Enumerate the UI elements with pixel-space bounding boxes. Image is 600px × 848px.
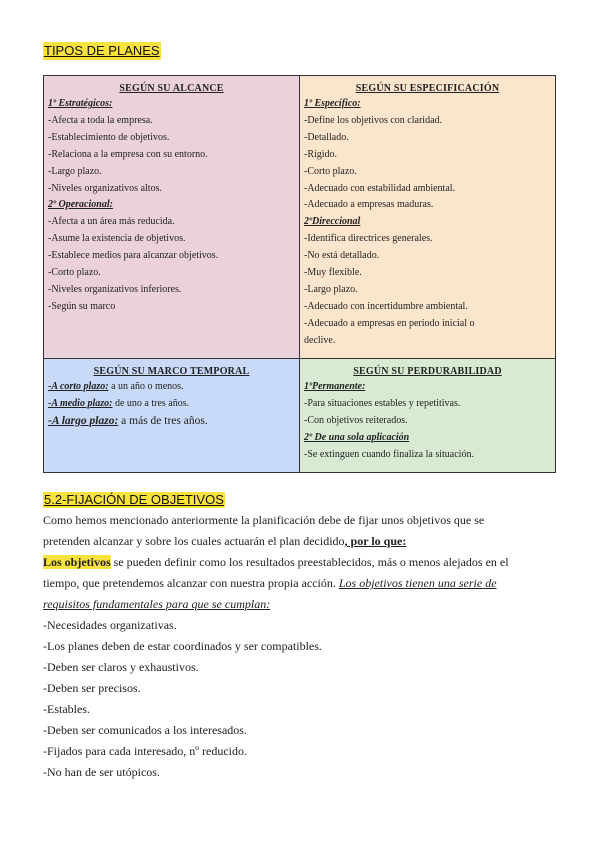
group-label: 2º De una sola aplicación (304, 431, 410, 443)
paragraph-text: tiempo, que pretendemos alcanzar con nuestra propia acción. (43, 576, 339, 590)
paragraph-line (43, 552, 563, 573)
paragraph-line (43, 573, 563, 594)
paragraph-emphasis: Los objetivos tienen una serie de (338, 576, 497, 590)
list-item: -No han de ser utópicos. (43, 765, 160, 779)
paragraph-line (43, 531, 563, 552)
list-item: -Estables. (43, 702, 90, 716)
list-item: -Niveles organizativos altos. (48, 182, 162, 194)
list-item: -Necesidades organizativas. (43, 618, 177, 632)
cell-title: SEGÚN SU ALCANCE (119, 83, 224, 94)
list-item: -Deben ser comunicados a los interesados. (43, 723, 247, 737)
paragraph-line (43, 594, 563, 615)
list-item: -Deben ser claros y exhaustivos. (43, 660, 199, 674)
list-item: -Para situaciones estables y repetitivas. (304, 397, 461, 409)
list-item: -Rígido. (304, 148, 338, 160)
cell-perdurabilidad (300, 359, 556, 473)
list-item: -Largo plazo. (304, 283, 358, 295)
list-item: -No está detallado. (304, 250, 380, 262)
paragraph-text: se pueden definir como los resultados preestablecidos, más o menos alejados en el (110, 555, 509, 569)
group-label: 1º Estratégicos: (48, 98, 113, 109)
cell-alcance (44, 76, 300, 359)
term-label: -A largo plazo: (48, 414, 119, 427)
list-item: -Con objetivos reiterados. (304, 414, 408, 426)
term-text: a más de tres años. (118, 414, 208, 427)
list-item: -Identifica directrices generales. (304, 233, 433, 245)
group-label: 2º Operacional: (48, 199, 113, 211)
cell-title: SEGÚN SU MARCO TEMPORAL (93, 366, 250, 377)
list-item: -Corto plazo. (48, 267, 101, 279)
paragraph-line: Como hemos mencionado anteriormente la planificación debe de fijar unos objetivos que se (43, 513, 485, 527)
list-item: -Establecimiento de objetivos. (48, 131, 170, 143)
group-label: 1º Específico: (304, 98, 361, 109)
list-item: -Define los objetivos con claridad. (304, 114, 443, 126)
cell-title: SEGÚN SU ESPECIFICACIÓN (355, 83, 500, 94)
cell-temporal (44, 359, 300, 473)
list-item: -Establece medios para alcanzar objetivos. (48, 250, 219, 262)
list-item: -Adecuado con estabilidad ambiental. (304, 182, 456, 194)
plan-types-table (43, 75, 556, 473)
group-label: 2ºDireccional (304, 216, 361, 228)
paragraph-text: pretenden alcanzar y sobre los cuales actuarán el plan decidido (43, 534, 345, 548)
term-text: a un año o menos. (108, 381, 184, 392)
section-body (43, 510, 563, 783)
list-item: -Afecta a toda la empresa. (48, 114, 153, 126)
list-item: -Deben ser precisos. (43, 681, 141, 695)
list-item: -Fijados para cada interesado, nº reducido. (43, 744, 247, 758)
list-item: -Corto plazo. (304, 165, 357, 177)
list-item (48, 379, 295, 396)
list-item: -Los planes deben de estar coordinados y ser compatibles. (43, 639, 322, 653)
cell-title: SEGÚN SU PERDURABILIDAD (353, 366, 502, 377)
term-text: de uno a tres años. (112, 397, 190, 409)
list-item: -Relaciona a la empresa con su entorno. (48, 148, 208, 160)
list-item: -Largo plazo. (48, 165, 102, 177)
list-item: declive. (304, 334, 336, 346)
list-item (48, 396, 295, 413)
paragraph-emphasis: requisitos fundamentales para que se cumplan: (43, 597, 271, 611)
section-title: 5.2-FIJACIÓN DE OBJETIVOS (44, 492, 224, 507)
list-item: -Asume la existencia de objetivos. (48, 233, 186, 245)
list-item: -Adecuado a empresas en período inicial o (304, 317, 475, 329)
cell-especificacion (300, 76, 556, 359)
term-label: -A medio plazo: (48, 397, 113, 409)
paragraph-emphasis: , por lo que: (344, 534, 407, 548)
list-item: -Adecuado a empresas maduras. (304, 199, 434, 211)
list-item: -Adecuado con incertidumbre ambiental. (304, 300, 468, 312)
list-item: -Afecta a un área más reducida. (48, 216, 175, 228)
term-label: -A corto plazo: (48, 381, 109, 392)
group-label: 1ºPermanente: (304, 381, 366, 392)
list-item: -Detallado. (304, 131, 349, 143)
list-item: -Muy flexible. (304, 267, 362, 279)
page-heading: TIPOS DE PLANES (44, 43, 160, 58)
list-item: -Según su marco (48, 300, 116, 312)
list-item: -Se extinguen cuando finaliza la situación. (304, 448, 474, 460)
list-item (48, 413, 295, 430)
objetivos-term: Los objetivos (43, 555, 111, 569)
list-item: -Niveles organizativos inferiores. (48, 283, 182, 295)
